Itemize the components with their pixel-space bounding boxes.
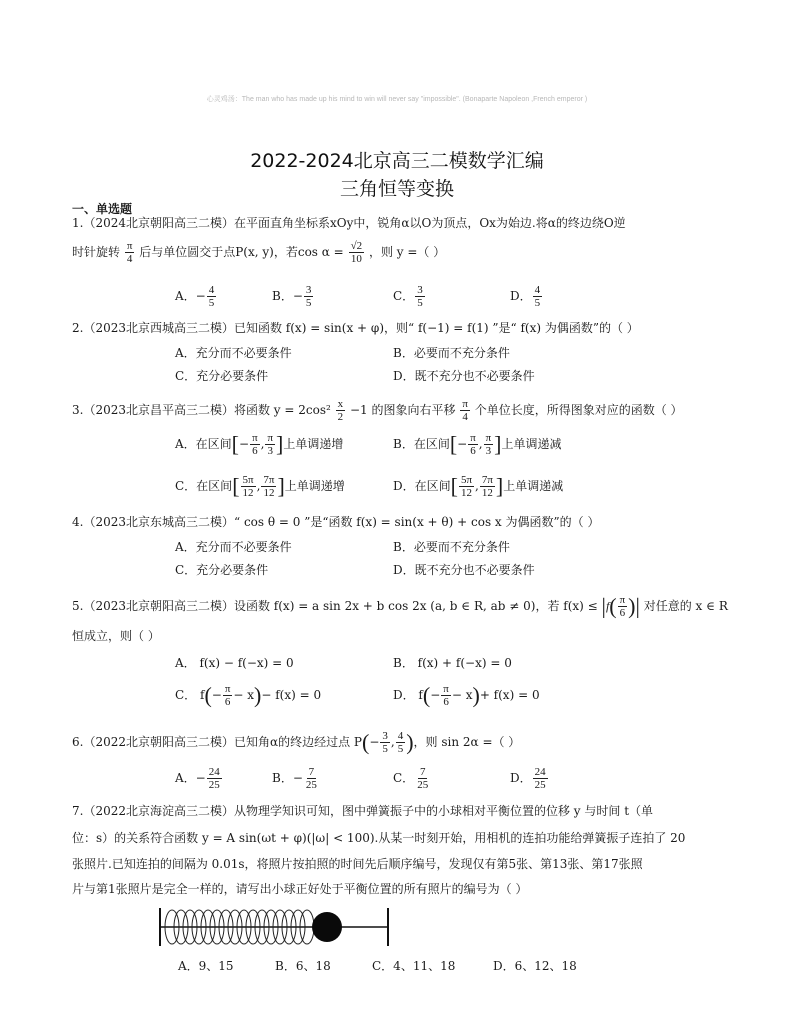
q6-option-a[interactable]: A．− $\frac{24}{25}$ xyxy=(175,766,220,791)
q2-option-a[interactable]: A．充分而不必要条件 xyxy=(175,346,292,360)
q7-line1: 7.（2022北京海淀高三二模）从物理学知识可知，图中弹簧振子中的小球相对平衡位置的位移 y 与时间 t（单 xyxy=(72,804,654,818)
q5-stem: 5.（2023北京朝阳高三二模）设函数 f(x) = a sin 2x + b cos 2x (a, b ∈ R, ab ≠ 0)，若 f(x) ≤ |f( $\frac{\pi}{6}$ )| 对任意的 x ∈ R xyxy=(72,593,728,619)
q7-option-c[interactable]: C．4、11、18 xyxy=(372,959,456,973)
q3-option-b[interactable]: B．在区间[− $\frac{\pi}{6}$ , $\frac{\pi}{3}$ ]上单调递减 xyxy=(393,431,562,457)
q5-option-a[interactable]: A． f(x) − f(−x) = 0 xyxy=(175,656,294,670)
q1-line2 xyxy=(72,240,445,265)
q3-option-a[interactable]: A．在区间[− $\frac{\pi}{6}$ , $\frac{\pi}{3}$ ]上单调递增 xyxy=(175,431,344,457)
q4-option-d[interactable]: D．既不充分也不必要条件 xyxy=(393,563,535,577)
q6-option-b[interactable]: B．− $\frac{7}{25}$ xyxy=(272,766,317,791)
q4-option-a[interactable]: A．充分而不必要条件 xyxy=(175,540,292,554)
q4-option-c[interactable]: C．充分必要条件 xyxy=(175,563,269,577)
q7-option-d[interactable]: D．6、12、18 xyxy=(493,959,577,973)
q6-option-c[interactable]: C． $\frac{7}{25}$ xyxy=(393,766,429,791)
q6-stem: 6.（2022北京朝阳高三二模）已知角α的终边经过点 P(− $\frac{3}{5}$ , $\frac{4}{5}$ )，则 sin 2α =（ ） xyxy=(72,729,521,755)
q2-option-d[interactable]: D．既不充分也不必要条件 xyxy=(393,369,535,383)
q1-line1: 1.（2024北京朝阳高三二模）在平面直角坐标系xOy中，锐角α以O为顶点，Ox为始边.将α的终边绕O逆 xyxy=(72,216,626,230)
q1-option-a[interactable]: A．− $\frac{4}{5}$ xyxy=(175,284,215,309)
page-subtitle: 三角恒等变换 xyxy=(339,178,454,200)
q1-option-d[interactable]: D． $\frac{4}{5}$ xyxy=(510,284,541,309)
q7-line3: 张照片.已知连拍的间隔为 0.01s，将照片按拍照的时间先后顺序编号，发现仅有第5张、第13张、第17张照 xyxy=(72,857,643,871)
q2-option-b[interactable]: B．必要而不充分条件 xyxy=(393,346,510,360)
spring-oscillator-figure xyxy=(150,904,400,950)
q1-option-b[interactable]: B．− $\frac{3}{5}$ xyxy=(272,284,312,309)
q5-option-b[interactable]: B． f(x) + f(−x) = 0 xyxy=(393,656,512,670)
q1-text-c: ，则 y =（ ） xyxy=(368,245,446,259)
q3-stem: 3.（2023北京昌平高三二模）将函数 y = 2cos² $\frac{x}{2}$ −1 的图象向右平移 $\frac{\pi}{4}$ 个单位长度，所得图象对应的函数（ ） xyxy=(72,398,683,423)
q5-option-d[interactable]: D． f(− $\frac{\pi}{6}$ − x)+ f(x) = 0 xyxy=(393,682,540,708)
q7-option-b[interactable]: B．6、18 xyxy=(275,959,331,973)
q4-option-b[interactable]: B．必要而不充分条件 xyxy=(393,540,510,554)
q1-text-a: 时针旋转 xyxy=(72,245,121,259)
page-title: 2022-2024北京高三二模数学汇编 xyxy=(250,150,544,172)
q6-option-d[interactable]: D． $\frac{24}{25}$ xyxy=(510,766,546,791)
q4-stem: 4.（2023北京东城高三二模）“ cos θ = 0 ”是“函数 f(x) = sin(x + θ) + cos x 为偶函数”的（ ） xyxy=(72,515,600,529)
q7-line4: 片与第1张照片是完全一样的，请写出小球正好处于平衡位置的所有照片的编号为（ ） xyxy=(72,882,528,896)
q1-frac-pi4: $\frac{\pi}{4}$ xyxy=(126,240,133,265)
watermark-text: 心灵鸡汤：The man who has made up his mind to win will never say "impossible". (Bonaparte Napoleon ,French emperor ) xyxy=(206,96,588,103)
q3-option-d[interactable]: D．在区间[ $\frac{5\pi}{12}$ , $\frac{7\pi}{12}$ ]上单调递减 xyxy=(393,473,564,499)
section-heading: 一、单选题 xyxy=(72,202,133,216)
q1-text-b: 后与单位圆交于点P(x, y)，若cos α = xyxy=(139,245,344,259)
q1-frac-root2: $\frac{√2}{10}$ xyxy=(350,240,363,265)
q2-stem: 2.（2023北京西城高三二模）已知函数 f(x) = sin(x + φ)，则“ f(−1) = f(1) ”是“ f(x) 为偶函数”的（ ） xyxy=(72,321,639,335)
q5-line2: 恒成立，则（ ） xyxy=(72,629,160,643)
q5-option-c[interactable]: C． f(− $\frac{\pi}{6}$ − x)− f(x) = 0 xyxy=(175,682,322,708)
q1-option-c[interactable]: C． $\frac{3}{5}$ xyxy=(393,284,423,309)
q7-option-a[interactable]: A．9、15 xyxy=(178,959,234,973)
q2-option-c[interactable]: C．充分必要条件 xyxy=(175,369,269,383)
q7-line2: 位：s）的关系符合函数 y = A sin(ωt + φ)(|ω| < 100).从某一时刻开始，用相机的连拍功能给弹簧振子连拍了 20 xyxy=(72,831,686,845)
q3-option-c[interactable]: C．在区间[ $\frac{5\pi}{12}$ , $\frac{7\pi}{12}$ ]上单调递增 xyxy=(175,473,345,499)
